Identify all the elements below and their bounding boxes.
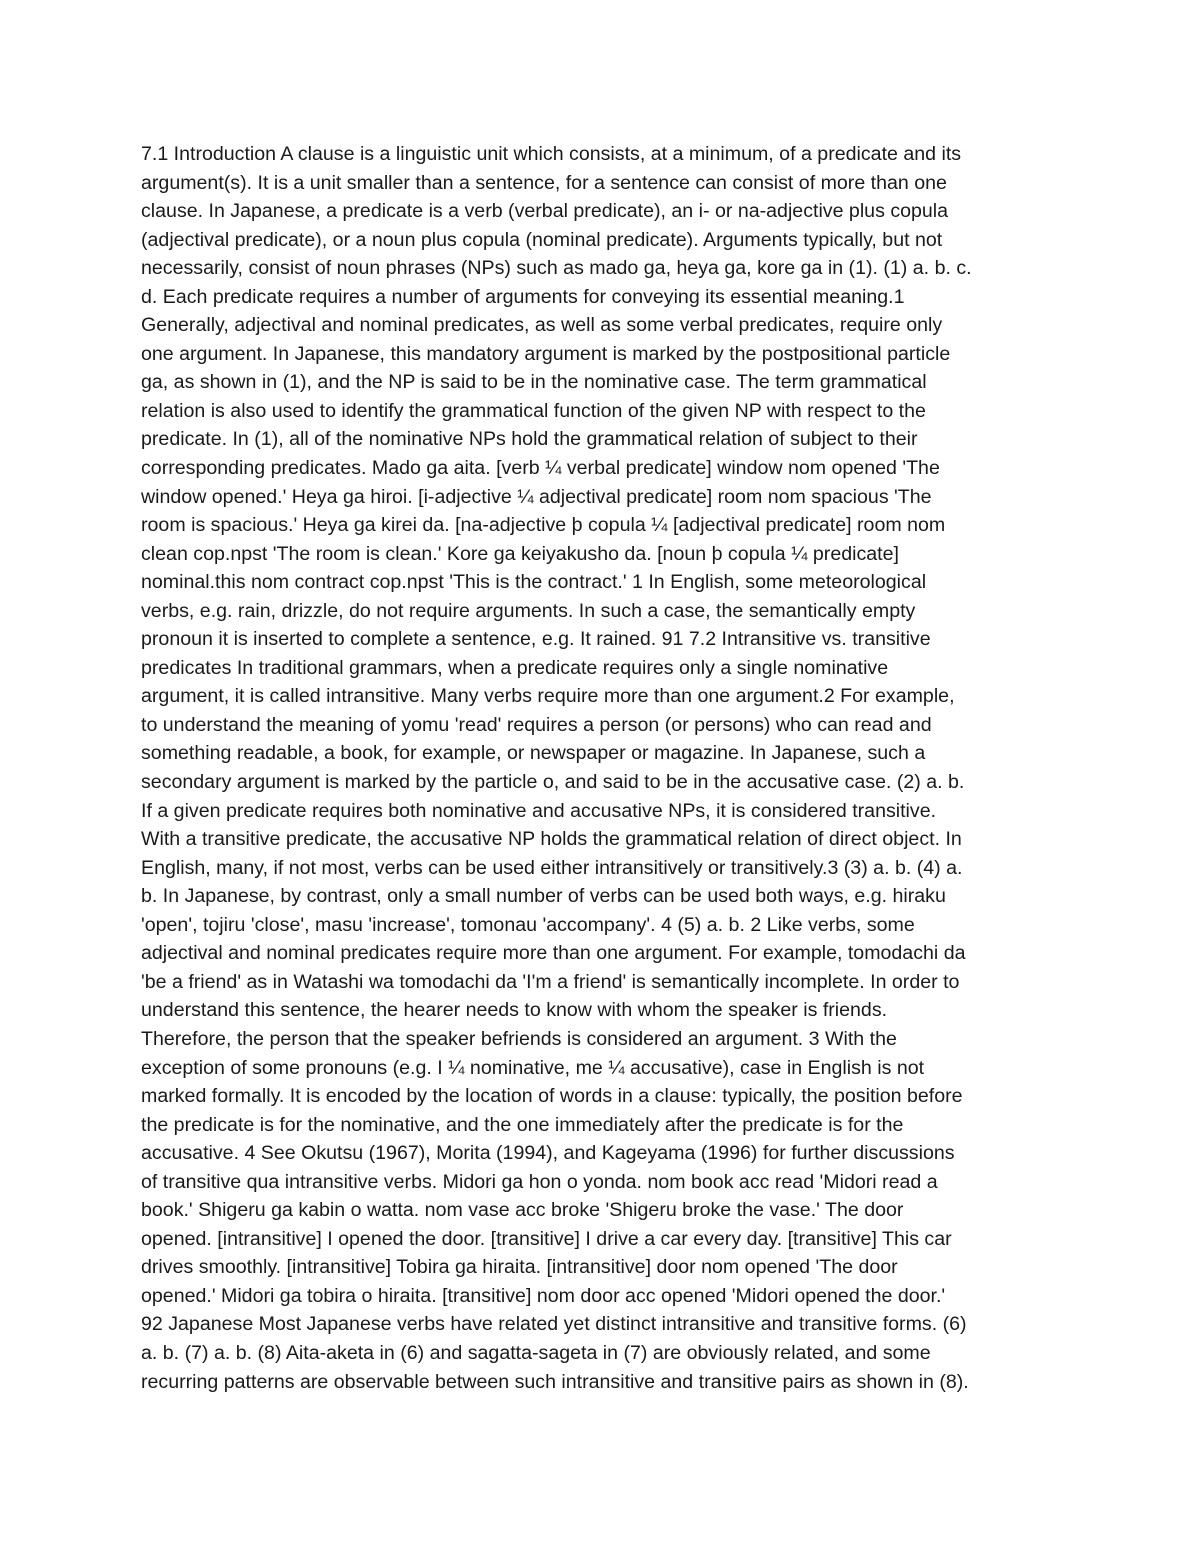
text-line: verbs, e.g. rain, drizzle, do not require arguments. In such a case, the semantically empty [141,599,916,622]
text-line: book.' Shigeru ga kabin o watta. nom vase acc broke 'Shigeru broke the vase.' The door [141,1199,904,1222]
text-line: clause. In Japanese, a predicate is a verb (verbal predicate), an i- or na-adjective plus copula [141,200,949,223]
text-line: exception of some pronouns (e.g. I ¼ nominative, me ¼ accusative), case in English is not [141,1056,925,1079]
text-line: b. In Japanese, by contrast, only a small number of verbs can be used both ways, e.g. hiraku [141,885,946,908]
text-line: to understand the meaning of yomu 'read' requires a person (or persons) who can read and [141,713,932,736]
text-line: recurring patterns are observable between such intransitive and transitive pairs as shown in (8). [141,1370,969,1393]
text-line: one argument. In Japanese, this mandatory argument is marked by the postpositional particle [141,342,951,365]
text-line: 7.1 Introduction A clause is a linguistic unit which consists, at a minimum, of a predicate and its [141,143,962,165]
text-line: Therefore, the person that the speaker befriends is considered an argument. 3 With the [141,1027,897,1050]
text-line: understand this sentence, the hearer needs to know with whom the speaker is friends. [141,999,888,1022]
text-line: 'be a friend' as in Watashi wa tomodachi da 'I'm a friend' is semantically incomplete. In order to [141,970,960,993]
body-text [141,140,1071,1396]
text-line: ga, as shown in (1), and the NP is said to be in the nominative case. The term grammatical [141,371,927,394]
text-line: marked formally. It is encoded by the location of words in a clause: typically, the position before [141,1085,963,1108]
text-line: necessarily, consist of noun phrases (NPs) such as mado ga, heya ga, kore ga in (1). (1) a. b. c. [141,257,972,280]
text-line: room is spacious.' Heya ga kirei da. [na-adjective þ copula ¼ [adjectival predicate] room nom [141,514,946,537]
text-line: argument, it is called intransitive. Many verbs require more than one argument.2 For example, [141,685,955,708]
text-line: clean cop.npst 'The room is clean.' Kore ga keiyakusho da. [noun þ copula ¼ predicate] [141,542,899,565]
text-line: secondary argument is marked by the particle o, and said to be in the accusative case. (2) a. b. [141,771,965,794]
text-line: d. Each predicate requires a number of arguments for conveying its essential meaning.1 [141,285,905,308]
text-line: 'open', tojiru 'close', masu 'increase', tomonau 'accompany'. 4 (5) a. b. 2 Like verbs, some [141,913,915,936]
text-line: English, many, if not most, verbs can be used either intransitively or transitively.3 (3) a. b. (4) a. [141,856,963,879]
text-line: adjectival and nominal predicates require more than one argument. For example, tomodachi da [141,942,966,965]
text-line: window opened.' Heya ga hiroi. [i-adjective ¼ adjectival predicate] room nom spacious 'The [141,485,932,508]
text-line: Generally, adjectival and nominal predicates, as well as some verbal predicates, require only [141,314,943,337]
text-line: the predicate is for the nominative, and the one immediately after the predicate is for the [141,1113,904,1136]
text-line: opened.' Midori ga tobira o hiraita. [transitive] nom door acc opened 'Midori opened the door.' [141,1284,946,1307]
text-line: opened. [intransitive] I opened the door. [transitive] I drive a car every day. [transitive] This car [141,1227,952,1250]
text-line: of transitive qua intransitive verbs. Midori ga hon o yonda. nom book acc read 'Midori read a [141,1170,938,1193]
text-line: nominal.this nom contract cop.npst 'This is the contract.' 1 In English, some meteorological [141,571,927,594]
text-line: With a transitive predicate, the accusative NP holds the grammatical relation of direct object. In [141,828,962,851]
text-line: relation is also used to identify the grammatical function of the given NP with respect to the [141,399,926,422]
text-line: If a given predicate requires both nominative and accusative NPs, it is considered transitive. [141,799,937,822]
text-line: corresponding predicates. Mado ga aita. [verb ¼ verbal predicate] window nom opened 'The [141,457,940,480]
text-line: accusative. 4 See Okutsu (1967), Morita (1994), and Kageyama (1996) for further discussions [141,1142,955,1165]
text-line: argument(s). It is a unit smaller than a sentence, for a sentence can consist of more than one [141,171,947,194]
text-line: pronoun it is inserted to complete a sentence, e.g. It rained. 91 7.2 Intransitive vs. transitive [141,628,931,651]
text-line: predicate. In (1), all of the nominative NPs hold the grammatical relation of subject to their [141,428,918,451]
text-line: a. b. (7) a. b. (8) Aita-aketa in (6) and sagatta-sageta in (7) are obviously related, and some [141,1341,931,1364]
text-line: something readable, a book, for example, or newspaper or magazine. In Japanese, such a [141,742,926,765]
text-line: predicates In traditional grammars, when a predicate requires only a single nominative [141,656,889,679]
text-line: 92 Japanese Most Japanese verbs have related yet distinct intransitive and transitive forms. (6) [141,1313,967,1336]
text-line: drives smoothly. [intransitive] Tobira ga hiraita. [intransitive] door nom opened 'The door [141,1256,898,1279]
text-line: (adjectival predicate), or a noun plus copula (nominal predicate). Arguments typically, but not [141,228,943,251]
